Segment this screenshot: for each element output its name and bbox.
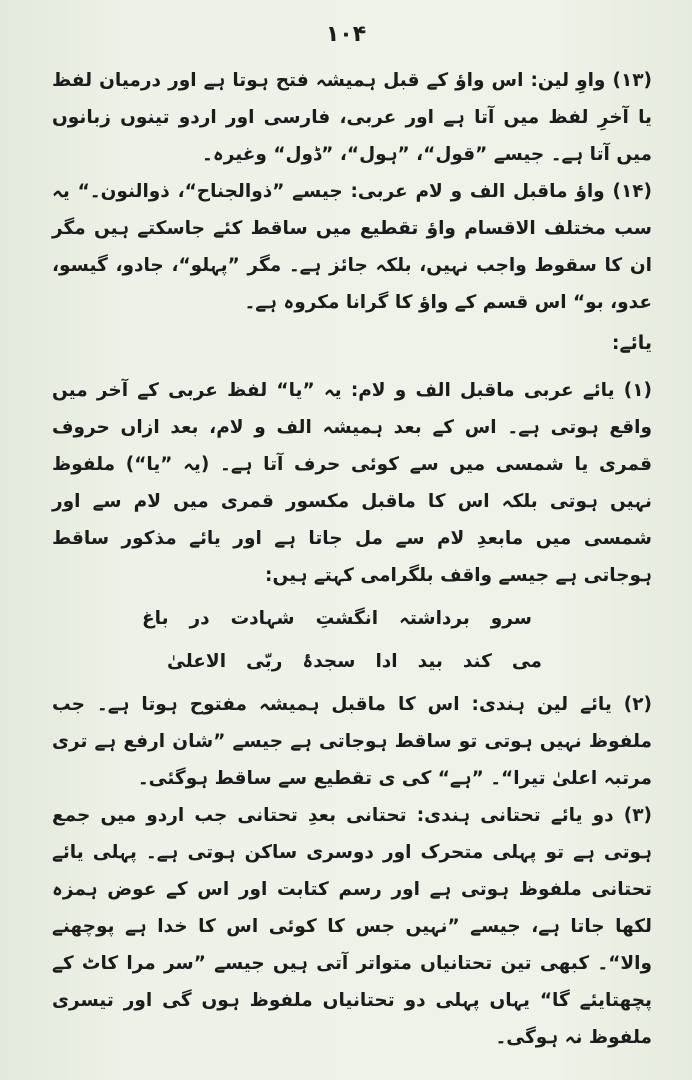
verse-word: سجدۂ bbox=[302, 651, 356, 672]
section-heading-yae: یائے: bbox=[611, 332, 652, 354]
verse-word: ادا bbox=[375, 651, 398, 672]
paragraph-double-yae: (۳) دو یائے تحتانی ہندی: تحتانی بعدِ تحتانی جب اردو میں جمع ہوتی ہے تو پہلی متحرک اور دوسری ساکن ہوتی ہے۔ پہلی یائے تحتانی ملفوظ ہوتی ہے اور رسم کتابت اور اس کے عوض ہمزہ لکھا جاتا ہے، جیسے ”نہیں جس کا کوئی اس کا خدا ہے پوچھنے والا“۔ کبھی تین تحتانیاں متواتر آتی ہیں جیسے ”سر مرا کاٹ کے پچھتایئے گا“ یہاں پہلی دو تحتانیاں ملفوظ ہوں گی اور تیسری ملفوظ نہ ہوگی۔ bbox=[52, 805, 652, 1048]
verse-word: بید bbox=[417, 651, 443, 672]
verse-word: می bbox=[511, 651, 542, 672]
verse-word: الاعلیٰ bbox=[167, 651, 227, 672]
paragraph-waw-arabic: (۱۴) واؤ ماقبل الف و لام عربی: جیسے ”ذوالجناح“، ذوالنون۔“ یہ سب مختلف الاقسام واؤ تقطیع میں ساقط کئے جاسکتے ہیں مگر ان کا سقوط واجب نہیں، بلکہ جائز ہے۔ مگر ”پہلو“، جادو، گیسو، عدو، بو“ اس قسم کے واؤ کا گرانا مکروہ ہے۔ bbox=[52, 181, 652, 313]
verse-line-2 bbox=[52, 643, 652, 680]
paragraph-yae-leen: (۲) یائے لین ہندی: اس کا ماقبل ہمیشہ مفتوح ہوتا ہے۔ جب ملفوظ نہیں ہوتی تو ساقط ہوجاتی ہے جیسے ”شان ارفع ہے تری مرتبہ اعلیٰ تیرا“۔ ”ہے“ کی ی تقطیع سے ساقط ہوگئی۔ bbox=[52, 694, 652, 789]
verse-word: ربّی bbox=[246, 651, 283, 672]
verse-word: انگشتِ bbox=[315, 608, 379, 629]
page-body bbox=[52, 62, 652, 1056]
verse-line-1 bbox=[52, 600, 652, 637]
verse-word: سرو bbox=[490, 608, 532, 629]
verse-word: برداشتہ bbox=[398, 608, 470, 629]
verse-word: کند bbox=[462, 651, 492, 672]
verse-word: باغ bbox=[142, 608, 169, 629]
page-number: ۱۰۴ bbox=[325, 22, 367, 47]
verse-word: شہادت bbox=[230, 608, 295, 629]
paragraph-yae-arabic: (۱) یائے عربی ماقبل الف و لام: یہ ”یا“ لفظ عربی کے آخر میں واقع ہوتی ہے۔ اس کے بعد ہمیشہ الف و لام، بعد ازاں حروف قمری یا شمسی میں سے کوئی حرف آتا ہے۔ (یہ ”یا“) ملفوظ نہیں ہوتی بلکہ اس کا ماقبل مکسور قمری میں لام سے اور شمسی میں مابعدِ لام سے مل جاتا ہے اور یائے مذکور ساقط ہوجاتی ہے جیسے واقف بلگرامی کہتے ہیں: bbox=[52, 380, 652, 586]
paragraph-waw-leen: (۱۳) واوِ لین: اس واؤ کے قبل ہمیشہ فتح ہوتا ہے اور درمیان لفظ یا آخرِ لفظ میں آتا ہے اور عربی، فارسی اور اردو تینوں زبانوں میں آتا ہے۔ جیسے ”قول“، ”ہول“، ”ڈول“ وغیرہ۔ bbox=[52, 70, 652, 165]
verse-word: در bbox=[189, 608, 210, 629]
